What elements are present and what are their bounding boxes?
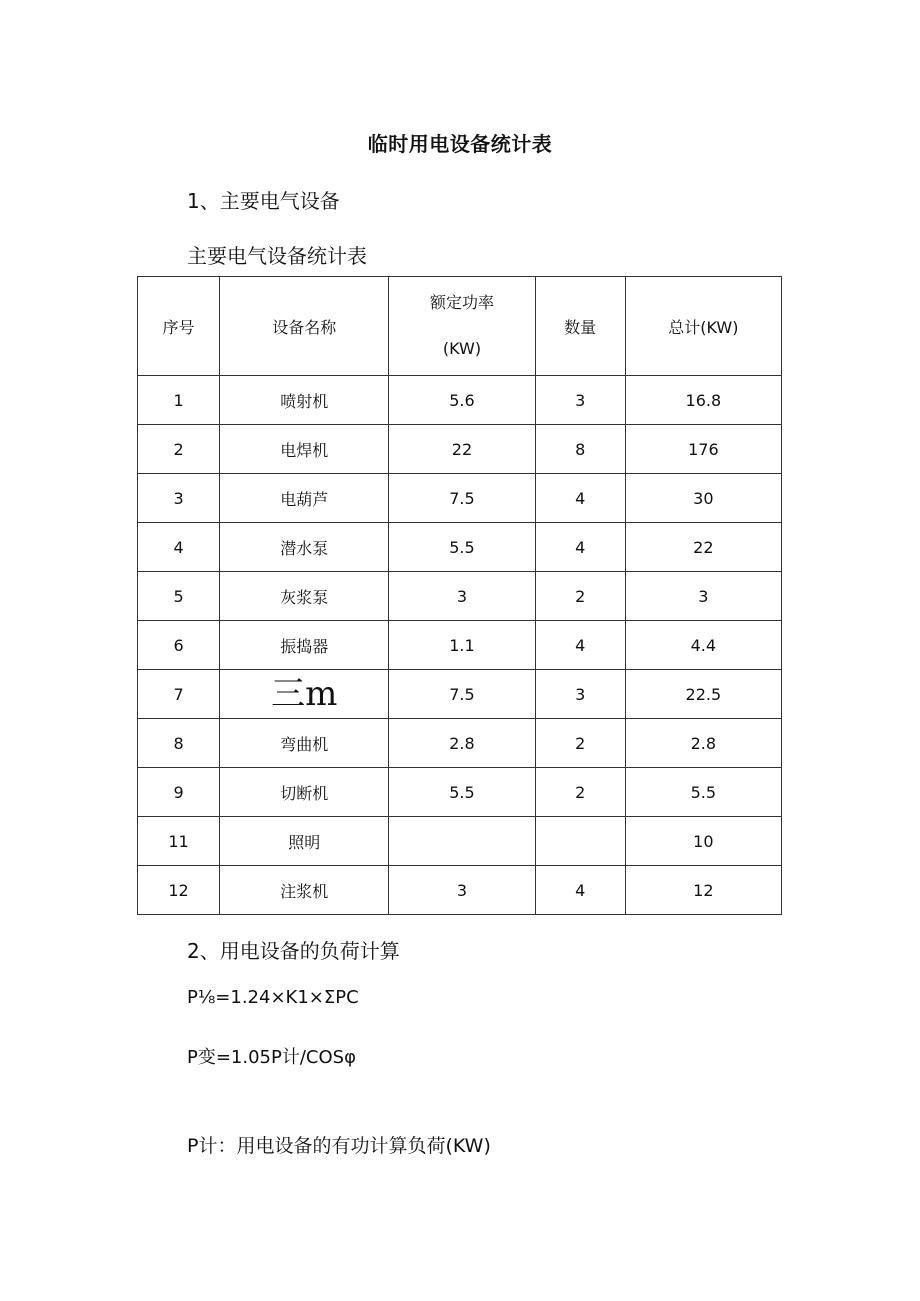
- cell-qty: 4: [535, 523, 625, 572]
- cell-power: 5.5: [389, 768, 535, 817]
- cell-total: 5.5: [625, 768, 781, 817]
- cell-total: 12: [625, 866, 781, 915]
- table-row: [138, 621, 782, 670]
- table-row: [138, 768, 782, 817]
- table-row: [138, 719, 782, 768]
- cell-qty: 4: [535, 621, 625, 670]
- cell-qty: [535, 817, 625, 866]
- cell-power: 5.6: [389, 376, 535, 425]
- cell-qty: 3: [535, 670, 625, 719]
- cell-qty: 3: [535, 376, 625, 425]
- cell-index: 12: [138, 866, 220, 915]
- equipment-table: [137, 276, 782, 915]
- cell-name: 灰浆泵: [220, 572, 389, 621]
- cell-name: 电葫芦: [220, 474, 389, 523]
- definition-p-calc: P计：用电设备的有功计算负荷(KW): [187, 1135, 491, 1157]
- cell-index: 4: [138, 523, 220, 572]
- cell-total: 4.4: [625, 621, 781, 670]
- cell-index: 1: [138, 376, 220, 425]
- table-row: [138, 376, 782, 425]
- header-power-unit: (KW): [442, 339, 482, 358]
- cell-qty: 8: [535, 425, 625, 474]
- cell-name: 注浆机: [220, 866, 389, 915]
- cell-total: 16.8: [625, 376, 781, 425]
- cell-power: 3: [389, 572, 535, 621]
- cell-power: 7.5: [389, 670, 535, 719]
- cell-total: 10: [625, 817, 781, 866]
- table-row: [138, 866, 782, 915]
- cell-index: 8: [138, 719, 220, 768]
- formula-p-calc: P⅛=1.24×K1×ΣPC: [187, 987, 359, 1008]
- cell-power: 22: [389, 425, 535, 474]
- header-power-label: 额定功率: [429, 293, 494, 312]
- cell-total: 22.5: [625, 670, 781, 719]
- section1-heading: 1、主要电气设备: [187, 189, 340, 213]
- table-caption: 主要电气设备统计表: [187, 244, 367, 268]
- cell-qty: 2: [535, 768, 625, 817]
- cell-total: 176: [625, 425, 781, 474]
- cell-total: 30: [625, 474, 781, 523]
- table-header-row: [138, 277, 782, 376]
- table-row: [138, 474, 782, 523]
- document-title: 临时用电设备统计表: [367, 132, 553, 156]
- cell-name: 潜水泵: [220, 523, 389, 572]
- table-row: [138, 670, 782, 719]
- cell-power: 3: [389, 866, 535, 915]
- cell-total: 22: [625, 523, 781, 572]
- cell-name: 切断机: [220, 768, 389, 817]
- cell-name: 照明: [220, 817, 389, 866]
- cell-name: 三m: [220, 670, 389, 719]
- cell-index: 2: [138, 425, 220, 474]
- header-name: 设备名称: [220, 277, 389, 376]
- header-total: 总计(KW): [625, 277, 781, 376]
- header-qty: 数量: [535, 277, 625, 376]
- cell-index: 5: [138, 572, 220, 621]
- cell-name: 振捣器: [220, 621, 389, 670]
- table-row: [138, 572, 782, 621]
- section2-heading: 2、用电设备的负荷计算: [187, 939, 400, 963]
- cell-power: 2.8: [389, 719, 535, 768]
- formula-p-transformer: P变=1.05P计/COSφ: [187, 1047, 356, 1068]
- cell-total: 2.8: [625, 719, 781, 768]
- table-row: [138, 425, 782, 474]
- cell-power: 5.5: [389, 523, 535, 572]
- table-row: [138, 817, 782, 866]
- header-power: [389, 277, 535, 376]
- cell-total: 3: [625, 572, 781, 621]
- cell-qty: 2: [535, 572, 625, 621]
- cell-index: 11: [138, 817, 220, 866]
- table-row: [138, 523, 782, 572]
- cell-power: 7.5: [389, 474, 535, 523]
- cell-power: 1.1: [389, 621, 535, 670]
- cell-name: 喷射机: [220, 376, 389, 425]
- cell-index: 9: [138, 768, 220, 817]
- cell-index: 6: [138, 621, 220, 670]
- cell-qty: 4: [535, 866, 625, 915]
- cell-index: 7: [138, 670, 220, 719]
- cell-index: 3: [138, 474, 220, 523]
- cell-name: 弯曲机: [220, 719, 389, 768]
- cell-qty: 2: [535, 719, 625, 768]
- cell-power: [389, 817, 535, 866]
- header-index: 序号: [138, 277, 220, 376]
- cell-name: 电焊机: [220, 425, 389, 474]
- cell-qty: 4: [535, 474, 625, 523]
